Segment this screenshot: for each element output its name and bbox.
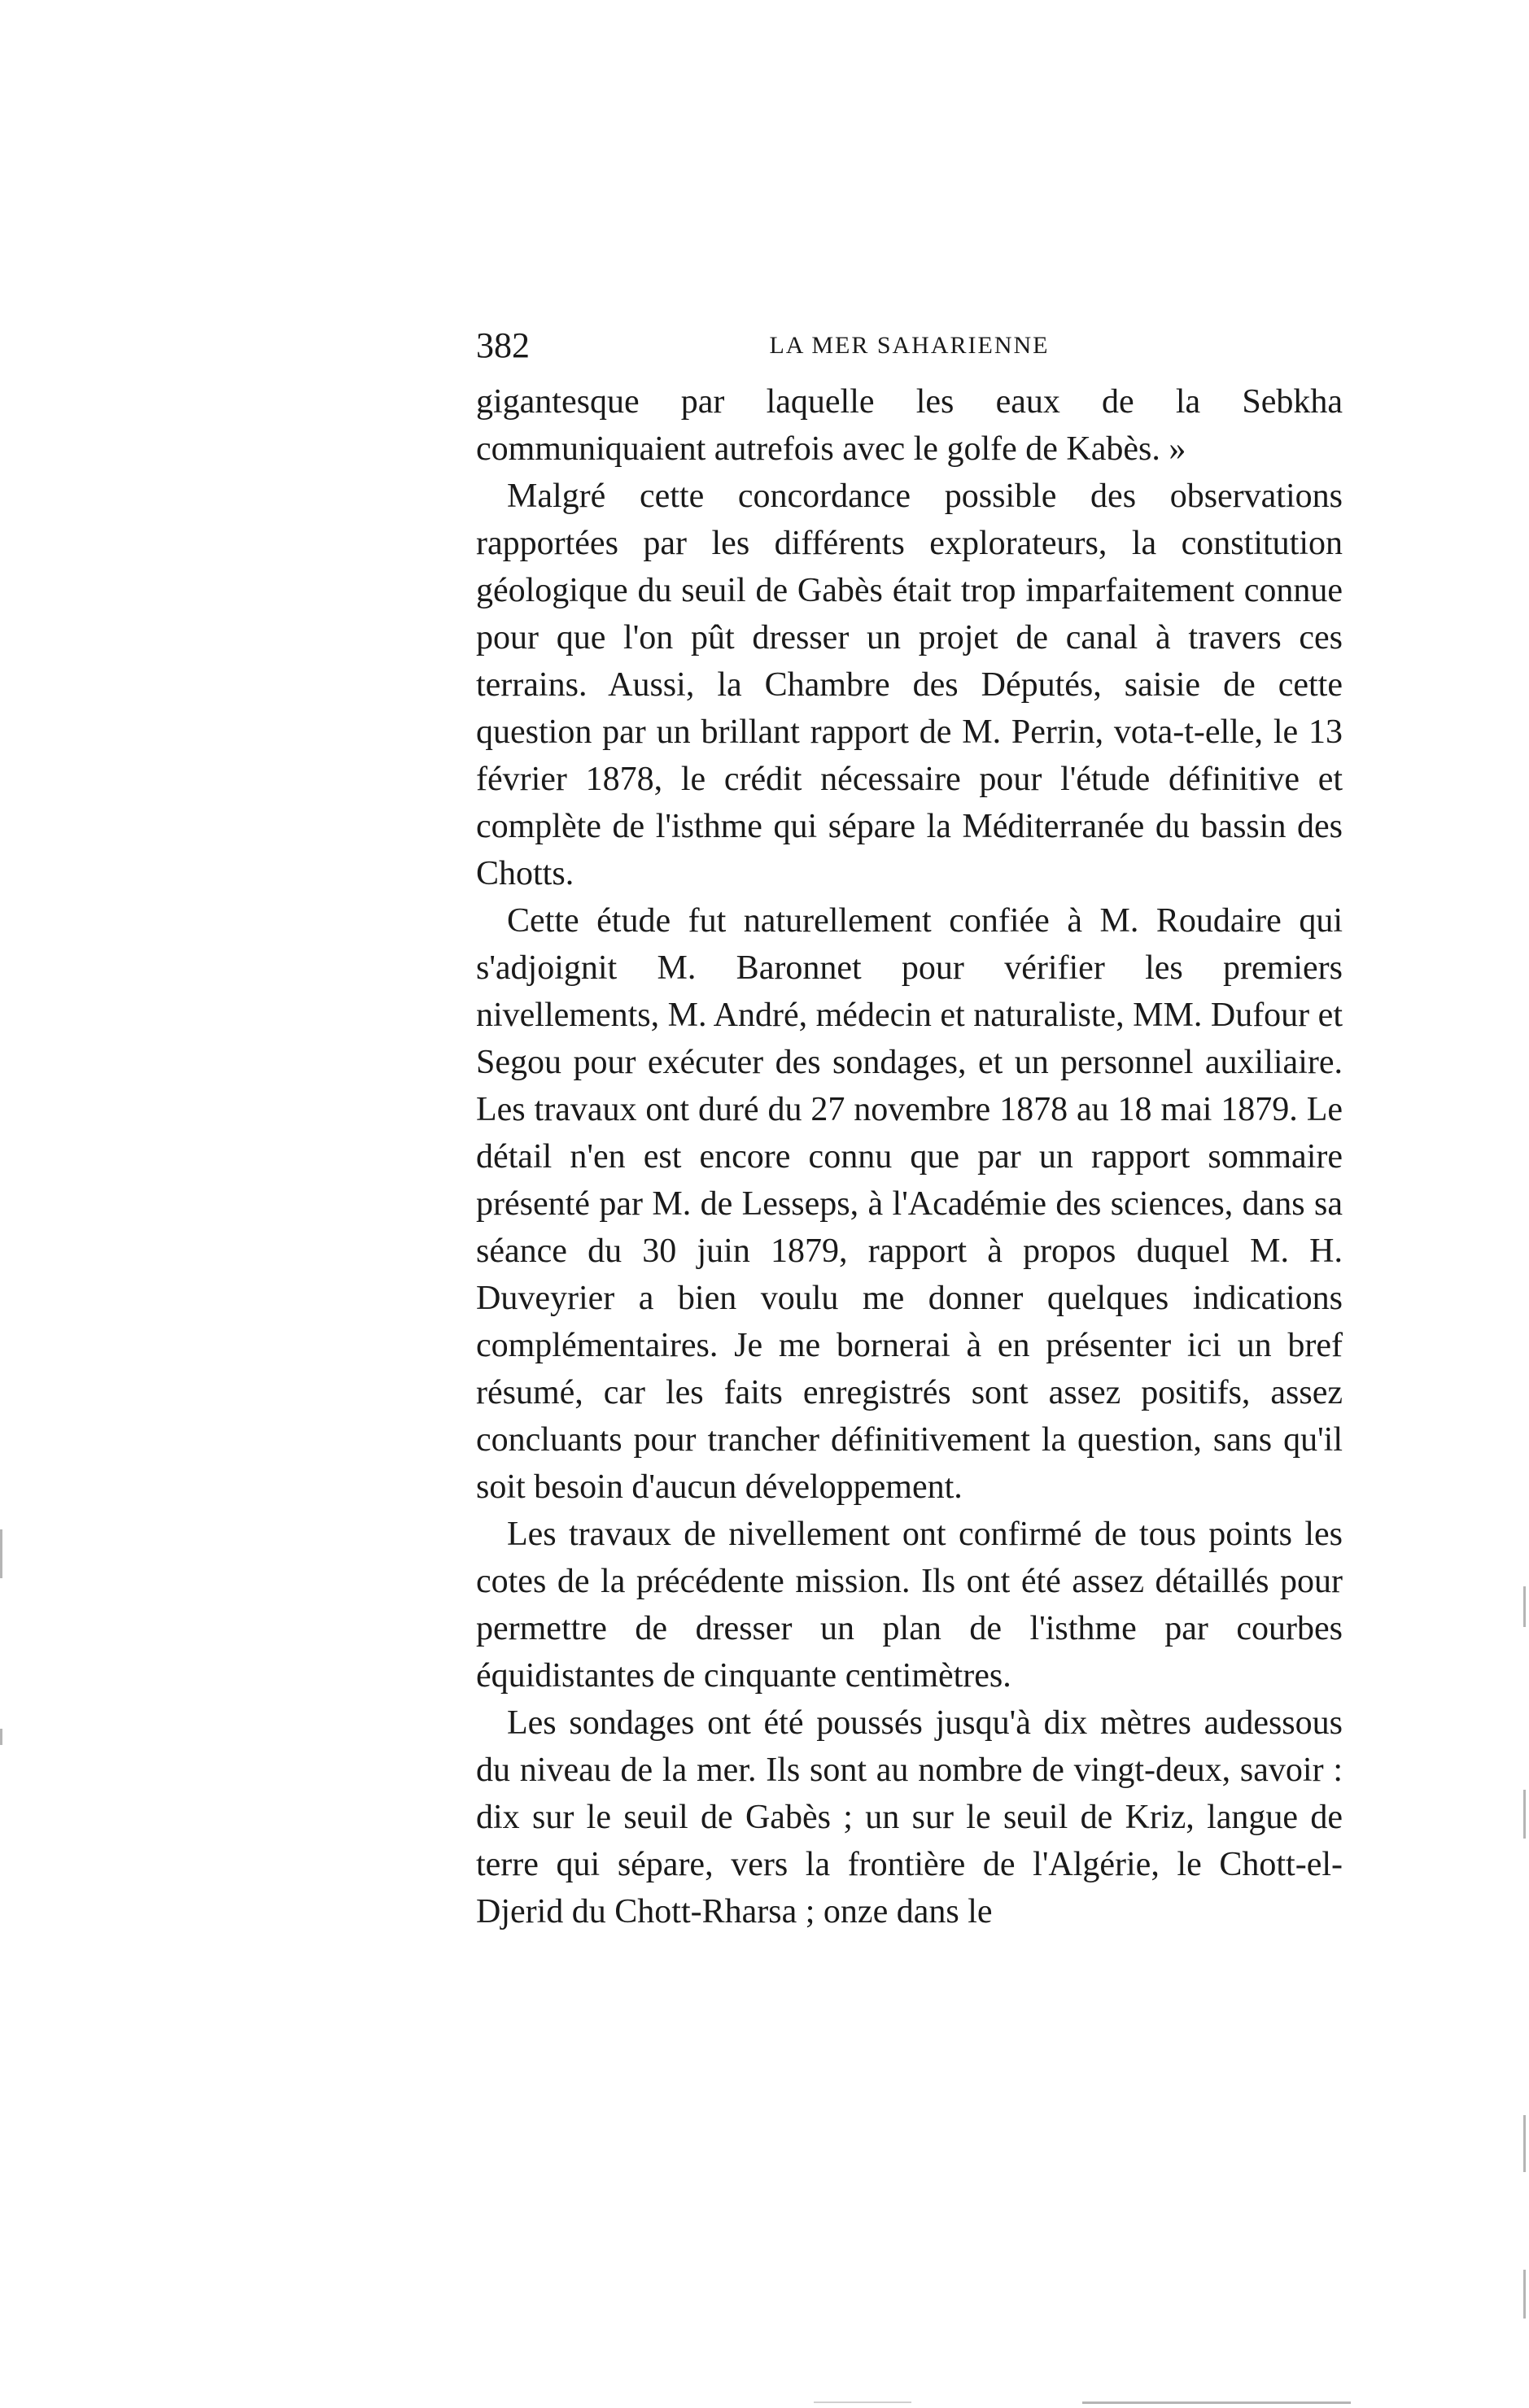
paragraph: Les sondages ont été poussés jusqu'à dix mètres audessous du niveau de la mer. Ils sont au nombre de vingt-deux, savoir : dix sur le seuil de Gabès ; un sur le seuil de Kriz, langue de terre qui sépare, vers la frontière de l'Algérie, le Chott-el-Djerid du Chott-Rharsa ; onze dans le: [476, 1704, 1343, 1930]
scan-artifact-bottom: [814, 2401, 911, 2403]
scan-artifact-right: [1523, 2270, 1526, 2319]
scan-artifact-left: [0, 1529, 2, 1578]
paragraph: Cette étude fut naturellement confiée à M. Roudaire qui s'adjoignit M. Baronnet pour vérifier les premiers nivellements, M. André, médecin et naturaliste, MM. Dufour et Segou pour exécuter des sondages, et un personnel auxiliaire. Les travaux ont duré du 27 novembre 1878 au 18 mai 1879. Le détail n'en est encore connu que par un rapport sommaire présenté par M. de Lesseps, à l'Académie des sciences, dans sa séance du 30 juin 1879, rapport à propos duquel M. H. Duveyrier a bien voulu me donner quelques indications complémentaires. Je me bornerai à en présenter ici un bref résumé, car les faits enregistrés sont assez positifs, assez concluants pour trancher définitivement la question, sans qu'il soit besoin d'aucun développement.: [476, 902, 1343, 1506]
paragraph: Les travaux de nivellement ont confirmé de tous points les cotes de la précédente mission. Ils ont été assez détaillés pour permettre de dresser un plan de l'isthme par courbes équidistantes de cinquante centimètres.: [476, 1516, 1343, 1695]
scan-artifact-right: [1523, 1586, 1526, 1627]
page-header: [476, 321, 1343, 370]
scan-artifact-left: [0, 1729, 2, 1745]
running-head: LA MER SAHARIENNE: [769, 332, 1050, 359]
scan-artifact-bottom: [1082, 2401, 1351, 2404]
body-text: [476, 378, 1343, 1935]
paragraph: Malgré cette concordance possible des observations rapportées par les différents explorateurs, la constitution géologique du seuil de Gabès était trop imparfaitement connue pour que l'on pût dresser un projet de canal à travers ces terrains. Aussi, la Chambre des Députés, saisie de cette question par un brillant rapport de M. Perrin, vota-t-elle, le 13 février 1878, le crédit nécessaire pour l'étude définitive et complète de l'isthme qui sépare la Méditerranée du bassin des Chotts.: [476, 478, 1343, 892]
scan-artifact-right: [1523, 2115, 1526, 2172]
scan-artifact-right: [1523, 1790, 1526, 1839]
page-number: 382: [476, 325, 530, 365]
paragraph: gigantesque par laquelle les eaux de la Sebkha communiquaient autrefois avec le golfe de Kabès. »: [476, 383, 1343, 468]
